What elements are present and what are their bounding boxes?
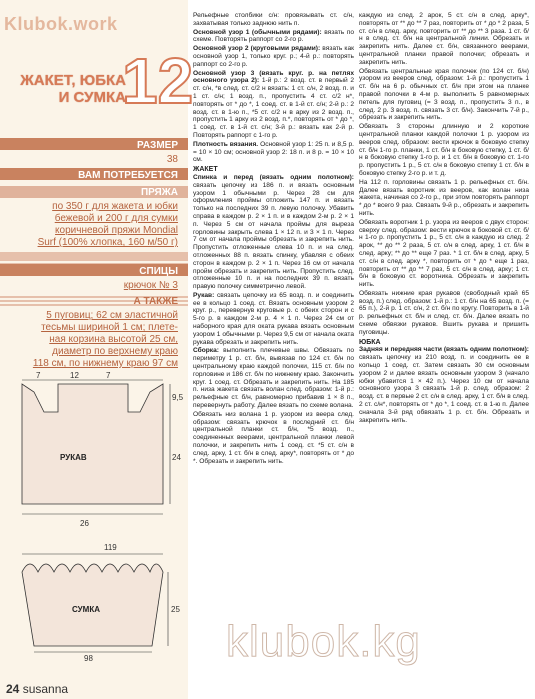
instruction-text: вязать по схеме. Повторять раппорт со 2-го р. xyxy=(193,28,354,44)
section-heading: ЖАКЕТ xyxy=(193,166,218,174)
stripe xyxy=(0,252,188,261)
title-block xyxy=(0,44,194,124)
dimension-label: 98 xyxy=(84,654,93,662)
instruction-text: Обвязать центральные края полочек (по 124 ст. б/н) узором из вееров след. образом: 1-й р.: пропустить 1 ст. б/н на 6 р. обычных ст. б/н при этом на планке правой полочки в 4-м р. выполнить 5 равномерных петель для пуговиц (= 3 возд. п., пропустить 3 п., в след. 2 р. 3 возд. п. связать 3 ст. б/н). Закончить 7-й р., обрезать и закрепить нить. xyxy=(359,67,529,122)
instruction-paragraph xyxy=(193,45,354,68)
instruction-paragraph xyxy=(359,179,529,218)
instruction-text: Обвязать воротник 1 р. узора из вееров с двух сторон: сверху след. образом: вести крючок в боковой ст. ст. б/н 1-го р. пропустить 1 р., 5 ст. с/н в каждую из след. 2 арок, ** до ** 2 раза, 5 ст. с/н в след. арку, 1 ст. б/н в след. арку; ** до ** еще 7 раз. * 1 ст. б/н в след. арку, 5 ст. с/н в след. арку *, повторить от * до * еще 1 раз, повторить от ** до ** 7 раз, 5 ст. с/н в след. арку; 1 ст. б/н в боковую ст. воротника. Обрезать и закрепить нить. xyxy=(359,218,529,289)
dimension-label: 26 xyxy=(80,519,89,528)
instruction-paragraph xyxy=(359,219,529,289)
instruction-text: 1-й р.: 2 возд. ст. в первый 2 ст. с/н, *в след. ст. с/2 н вязать: 1 ст. с/н, 2 возд. п. и 1 ст. с/н; 1 возд. п., пропустить 4 ст. с/2 н*, повторять от * до *, 1 соед. ст. в 1-й ст. с/н; 2-й р.: 2 возд. ст. в 1-ю п., *5 ст. с/2 н в арку из 2 возд. п., пропустить 1 арку из 2 возд. п.*, повторять от * до *, 1 соед. ст. в 1-й ст. с/н; 3-й р.: вязать как 2-й р. Повторять раппорт с 1-го р. xyxy=(193,77,354,139)
instruction-term: Основной узор 2 (круговыми рядами): xyxy=(193,45,321,53)
instructions-column-2 xyxy=(359,12,529,657)
instruction-paragraph xyxy=(193,411,354,466)
sleeve-pattern-diagram xyxy=(0,372,188,532)
dimension-label: 25 xyxy=(171,605,180,614)
instruction-term: Плотность вязания. xyxy=(193,140,259,148)
dimension-label: 24 xyxy=(172,453,181,462)
instruction-paragraph xyxy=(193,70,354,140)
instruction-text: выполнить плечевые швы. Обвязать по периметру 1 р. ст. б/н, вывязав по 124 ст. б/н по центральному краю каждой полочки, 115 ст. б/н по горловине и 186 ст. б/н по нижнему краю. Закончить круг. 1 соед. ст. Обрезать и закрепить нить. На 185 п. низа жакета связать волан след. образом: 1-й р.: рельефные ст. б/н, равномерно прибавив 1 × 8 п., перевернуть работу. Далее вязать по схеме волана. xyxy=(193,347,354,410)
instruction-term: Рукав: xyxy=(193,291,215,299)
instruction-paragraph xyxy=(193,29,354,45)
instruction-paragraph xyxy=(359,346,529,424)
dimension-label: 7 xyxy=(36,372,41,380)
also-label: А ТАКЖЕ xyxy=(133,296,178,307)
dimension-label: 9,5 xyxy=(172,393,184,402)
article-title xyxy=(6,72,126,106)
section-heading: ЮБКА xyxy=(359,338,381,346)
diagram-label: СУМКА xyxy=(72,605,100,614)
instruction-paragraph xyxy=(193,12,354,28)
also-line: ная корзина высотой 25 см, xyxy=(49,334,178,345)
yarn-line: коричневой пряжи Mondial xyxy=(55,225,178,236)
instruction-paragraph xyxy=(193,347,354,409)
dimension-label: 12 xyxy=(70,372,79,380)
site-watermark: Klubok.work xyxy=(4,14,118,34)
needles-label: СПИЦЫ xyxy=(139,266,178,277)
instruction-text: связать цепочку из 210 возд. п. и соединить ее в кольцо 1 соед. ст. Затем связать 30 см основным узором 2 и далее вязать основным узором 3 (начало юбки убавится 1 × 42 п.). Через 10 см от начала основного узора 3 связать 1-й р. след. образом: 2 возд. ст. в первые 2 ст. с/н в след. арку, 1 ст. б/н в след. 2 ст. с/н*, повторять от * до *, 1 соед. ст. в 1-ю п. Далее сначала 3-й ряд обвязать 1 р. ст. б/н. Обрезать и закрепить нить. xyxy=(359,354,529,424)
instruction-text: Обвязать 3 стороны длинную и 2 короткие центральной планки каждой полочки 1 р. узором из вееров след. образом: вести крючок в боковую степку ст. б/н 1-го р. планки, 1 ст. б/н в боковую степку, 1 ст. б/н в боковую степку 1-го р. и 1 ст. б/н в боковую ст. 1-го р. пропустить 1 р., 5 ст. с/н в боковую степку 1 ст. б/н в боковую степку 2-го р. и т. д. xyxy=(359,123,529,177)
instruction-paragraph xyxy=(193,292,354,347)
instruction-text: связать цепочку из 65 возд. п. и соединить ее в кольцо 1 соед. ст. Вязать основным узором 2 круг. р., перевернув круговые р. с обеих сторон и с 5-го р. в каждом 2-м р. 4 × 1 п. Через 24 см от наборного края для оката рукава вязать основным узором 1 обычными р. Через 9,5 см от начала оката рукава обрезать и закрепить нить. xyxy=(193,291,354,346)
size-label: РАЗМЕР xyxy=(137,140,178,151)
instruction-text: вязать как основной узор 1, только круг. р.; 4-й р.: повторять раппорт со 2-го р. xyxy=(193,45,354,68)
yarn-line: Surf (100% хлопка, 160 м/50 г) xyxy=(37,237,178,248)
page-footer xyxy=(6,682,68,696)
title-line-1: ЖАКЕТ, ЮБКА xyxy=(20,72,126,89)
instruction-text: Основной узор 1: 25 п. и 8,5 р. = 10 × 10 см; основной узор 2: 18 п. и 8 р. = 10 × 10 см. xyxy=(193,140,354,164)
bag-pattern-diagram xyxy=(0,542,188,662)
instruction-paragraph xyxy=(359,68,529,123)
also-line: 118 см, по нижнему краю 97 см xyxy=(32,358,178,369)
instruction-term: Спинка и перед (вязать одним полотном): xyxy=(193,173,354,181)
also-line: тесьмы шириной 1 см; плете- xyxy=(41,322,178,333)
model-number: 12 xyxy=(122,45,194,117)
title-line-2: И СУМКА xyxy=(58,89,126,106)
also-line: диаметр по верхнему краю xyxy=(52,346,178,357)
dimension-label: 119 xyxy=(104,543,117,552)
yarn-line: бежевой и 200 г для сумки xyxy=(54,213,178,224)
needles-value: крючок № 3 xyxy=(123,280,178,291)
instruction-term: Задняя и передняя части (вязать одним полотном): xyxy=(359,346,529,354)
size-value: 38 xyxy=(166,154,178,165)
need-label: ВАМ ПОТРЕБУЕТСЯ xyxy=(78,170,178,181)
instruction-text: Обвязать низ волана 1 р. узором из веера след. образом: связать крючок в последний ст. б/н центральной планки ст. б/н, *5 возд. п., соединенных веерами, центральной планки левой полочки, и закрепить нить 1 соед. ст. *5 ст. с/н в след. арку, 1 ст. б/н в след. арку*, повторять от * до *. Обрезать и закрепить нить. xyxy=(193,410,354,465)
instruction-text: Обвязать нижние края рукавов (свободный край 65 возд. п.) след. образом: 1-й р.: 1 ст. б/н на 65 возд. п. (= 65 п.), 2-й р. 1 ст. с/н, 2 ст. б/н по кругу. Повторить в 1-й р. рельефных ст. б/н и след. ст. б/н. Далее вязать по схеме обвязки рукавов. Вшить рукава и пришить пуговицы. xyxy=(359,289,529,336)
page-number: 24 xyxy=(6,682,20,696)
diagram-label: РУКАВ xyxy=(60,453,87,462)
instruction-text: Рельефные столбики с/н: провязывать ст. с/н, захватывая только заднюю нить п. xyxy=(193,12,354,27)
also-line: 5 пуговиц; 62 см эластичной xyxy=(46,310,178,321)
instruction-term: Сборка: xyxy=(193,347,219,355)
instruction-term: Основной узор 1 (обычными рядами): xyxy=(193,28,322,36)
instructions-column-1 xyxy=(193,12,354,657)
instruction-paragraph xyxy=(359,290,529,337)
magazine-brand: susanna xyxy=(22,682,69,696)
left-sidebar xyxy=(0,0,194,699)
dimension-label: 7 xyxy=(106,372,111,380)
instruction-paragraph xyxy=(193,174,354,291)
instruction-paragraph xyxy=(359,123,529,178)
sleeve-shape xyxy=(22,384,163,504)
site-watermark-bottom: klubok.kg xyxy=(226,617,421,666)
instruction-text: связать цепочку из 186 п. и вязать основным узором 1 обычными р. Через 28 см для оформления проймы отложить 147 п. и вязать только на последних 39 п. левую полочку. Убавить справа в каждом р. 2 × 1 п. и в каждом 2-м р. 2 × 1 п. Через 5 см от начала проймы для выреза горловины закрыть слева 1 × 12 п. и 3 × 1 п. Через 7 см от начала проймы обрезать и закрепить нить. Пропустить отложенные слева 10 п. и на след. отложенных 88 п. вязать спинку, убавляя с обеих сторон в каждом р. 2 × 1 п. Через 16 см от начала пройм обрезать и закрепить нить. Пропустить след. отложенные 10 п. и на последних 39 п. вязать правую полочку симметрично левой. xyxy=(193,181,354,291)
instruction-text: На 112 п. горловины связать 1 р. рельефных ст. б/н. Далее вязать воротник из вееров, как волан низа жакета, начиная со 2-го р., при этом повторять раппорт * до * всего 9 раз. Связать 9-й р., обрезать и закрепить нить. xyxy=(359,178,529,217)
instruction-paragraph xyxy=(359,12,529,67)
yarn-label: ПРЯЖА xyxy=(140,187,178,198)
yarn-line: по 350 г для жакета и юбки xyxy=(52,201,178,212)
instruction-term: Основной узор 3 (вязать круг. р. на петлях основного узора 2): xyxy=(193,69,354,85)
instruction-text: каждую из след. 2 арок, 5 ст. с/н в след. арку*, повторять от ** до ** 7 раз, повторить от * до * 2 раза, 5 ст. с/н в след. арку, повторить от ** до ** 3 раза. 1 ст. б/н в след. ст. б/н на центральной линии. Обрезать и закрепить нить. Далее ст. б/н, связанного веерами, центральной планки правой полочки; обрезать и закрепить нить. xyxy=(359,12,529,66)
instruction-paragraph xyxy=(193,141,354,164)
